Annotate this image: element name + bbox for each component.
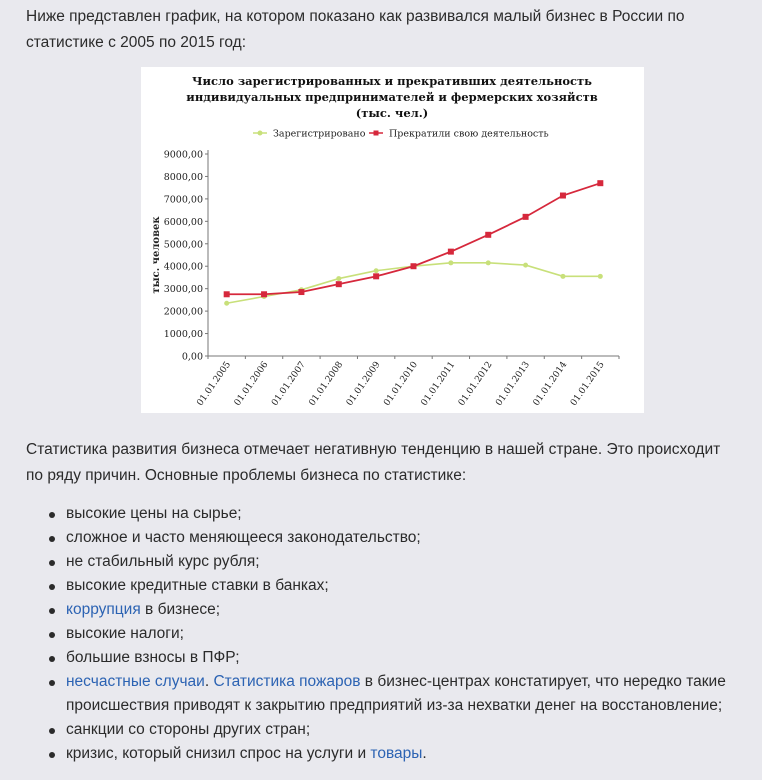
accidents-link[interactable]: несчастные случаи <box>66 673 205 690</box>
data-point <box>261 291 267 297</box>
x-tick-label: 01.01.2007 <box>270 359 308 408</box>
data-point <box>485 232 491 238</box>
list-item-text: высокие налоги; <box>66 625 184 642</box>
stats-paragraph: Статистика развития бизнеса отмечает негативную тенденцию в нашей стране. Это происходит по ряду причин. Основные проблемы бизнеса по статистике: <box>26 441 721 484</box>
y-tick-label: 6000,00 <box>163 216 203 228</box>
y-tick-label: 4000,00 <box>163 261 203 273</box>
list-item <box>46 670 726 718</box>
x-tick-label: 01.01.2013 <box>494 359 533 408</box>
list-item <box>46 742 726 766</box>
list-item <box>46 526 726 550</box>
x-tick-label: 01.01.2005 <box>195 359 234 408</box>
data-point <box>560 193 566 199</box>
list-item-text: в бизнесе; <box>140 601 221 618</box>
list-item-text: кризис, который снизил спрос на услуги и <box>66 745 371 762</box>
business-line-chart <box>141 67 644 413</box>
x-tick-label: 01.01.2012 <box>456 359 495 408</box>
chart-title-line: Число зарегистрированных и прекративших деятельность <box>192 74 592 88</box>
y-tick-label: 9000,00 <box>163 149 203 161</box>
list-item-text: . <box>204 673 214 690</box>
data-point <box>336 281 342 287</box>
list-item <box>46 646 726 670</box>
x-tick-label: 01.01.2008 <box>307 359 346 408</box>
list-item-text: . <box>422 745 427 762</box>
y-tick-label: 8000,00 <box>163 171 203 183</box>
y-tick-label: 0,00 <box>181 351 203 363</box>
data-point <box>448 260 453 265</box>
corruption-link[interactable]: коррупция <box>66 601 141 618</box>
series-line <box>227 183 601 294</box>
list-item-text: высокие цены на сырье; <box>66 505 242 522</box>
x-tick-label: 01.01.2009 <box>344 359 383 408</box>
x-tick-label: 01.01.2006 <box>232 359 271 408</box>
intro-paragraph: Ниже представлен график, на котором показано как развивался малый бизнес в России по статистике с 2005 по 2015 год: <box>26 8 685 51</box>
legend-label: Прекратили свою деятельность <box>389 128 549 140</box>
list-item <box>46 502 726 526</box>
list-item <box>46 718 726 742</box>
data-point <box>598 274 603 279</box>
x-tick-label: 01.01.2015 <box>569 359 607 408</box>
list-item-text: не стабильный курс рубля; <box>66 553 260 570</box>
data-point <box>411 263 417 269</box>
list-item-text: большие взносы в ПФР; <box>66 649 240 666</box>
y-tick-label: 5000,00 <box>163 239 203 251</box>
data-point <box>448 249 454 255</box>
data-point <box>336 276 341 281</box>
y-axis-label: тыс. человек <box>151 216 162 294</box>
list-item <box>46 574 726 598</box>
data-point <box>523 214 529 220</box>
data-point <box>523 263 528 268</box>
y-tick-label: 2000,00 <box>163 306 203 318</box>
data-point <box>560 274 565 279</box>
list-item <box>46 622 726 646</box>
chart-image <box>141 67 644 413</box>
x-tick-label: 01.01.2014 <box>531 359 570 408</box>
data-point <box>224 291 230 297</box>
chart-title-line: (тыс. чел.) <box>355 106 429 120</box>
x-tick-label: 01.01.2010 <box>382 359 420 408</box>
list-item <box>46 550 726 574</box>
fire-statistics-link[interactable]: Статистика пожаров <box>213 673 361 690</box>
data-point <box>597 180 603 186</box>
list-item-text: высокие кредитные ставки в банках; <box>66 577 329 594</box>
data-point <box>374 268 379 273</box>
data-point <box>373 273 379 279</box>
legend-marker <box>374 131 379 136</box>
legend-marker <box>258 131 263 136</box>
chart-title-line: индивидуальных предпринимателей и фермерских хозяйств <box>186 90 598 104</box>
legend-label: Зарегистрировано <box>273 128 366 140</box>
y-tick-label: 3000,00 <box>163 284 203 296</box>
list-item <box>46 598 726 622</box>
data-point <box>298 289 304 295</box>
problems-list <box>46 502 726 766</box>
data-point <box>486 260 491 265</box>
y-tick-label: 7000,00 <box>163 194 203 206</box>
data-point <box>224 301 229 306</box>
y-tick-label: 1000,00 <box>163 329 203 341</box>
x-tick-label: 01.01.2011 <box>419 359 458 408</box>
goods-link[interactable]: товары <box>370 745 423 762</box>
list-item-text: санкции со стороны других стран; <box>66 721 311 738</box>
list-item-text: сложное и часто меняющееся законодательство; <box>66 529 421 546</box>
list-item-text: в бизнес-центрах констатирует, что нередко такие происшествия приводят к закрытию предприятий из-за нехватки денег на восстановление; <box>66 673 726 714</box>
